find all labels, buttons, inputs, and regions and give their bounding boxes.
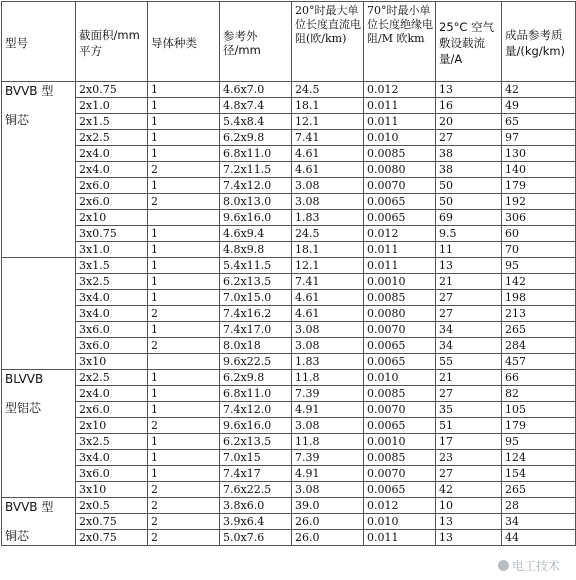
insulation-cell: 0.0065 — [364, 418, 436, 434]
diameter-cell: 4.8x9.8 — [220, 242, 292, 258]
conductor-cell: 1 — [148, 370, 220, 386]
diameter-cell: 4.8x7.4 — [220, 98, 292, 114]
ampacity-cell: 10 — [436, 498, 502, 514]
dc-resistance-cell: 11.8 — [292, 370, 364, 386]
section-cell: 3x1.5 — [76, 258, 148, 274]
section-cell: 2x6.0 — [76, 402, 148, 418]
conductor-cell: 2 — [148, 498, 220, 514]
section-cell: 3x4.0 — [76, 450, 148, 466]
section-cell: 3x10 — [76, 354, 148, 370]
dc-resistance-cell: 4.61 — [292, 146, 364, 162]
conductor-cell: 1 — [148, 386, 220, 402]
mass-cell: 28 — [502, 498, 576, 514]
mass-cell: 44 — [502, 530, 576, 546]
section-cell: 2x4.0 — [76, 162, 148, 178]
header-mass: 成品参考质量/(kg/km) — [502, 2, 576, 82]
conductor-cell: 2 — [148, 338, 220, 354]
diameter-cell: 4.6x9.4 — [220, 226, 292, 242]
dc-resistance-cell: 3.08 — [292, 194, 364, 210]
dc-resistance-cell: 3.08 — [292, 178, 364, 194]
header-section: 截面积/mm 平方 — [76, 2, 148, 82]
mass-cell: 65 — [502, 114, 576, 130]
insulation-cell: 0.0065 — [364, 338, 436, 354]
conductor-cell: 2 — [148, 306, 220, 322]
table-row — [2, 98, 576, 114]
ampacity-cell: 38 — [436, 146, 502, 162]
conductor-cell: 1 — [148, 178, 220, 194]
conductor-cell: 1 — [148, 130, 220, 146]
table-row — [2, 402, 576, 418]
insulation-cell: 0.010 — [364, 514, 436, 530]
mass-cell: 198 — [502, 290, 576, 306]
mass-cell: 82 — [502, 386, 576, 402]
section-cell: 2x0.75 — [76, 514, 148, 530]
model-group-cell — [2, 370, 76, 498]
cable-spec-table — [1, 1, 576, 546]
conductor-cell: 1 — [148, 146, 220, 162]
section-cell: 2x6.0 — [76, 194, 148, 210]
dc-resistance-cell: 3.08 — [292, 418, 364, 434]
table-row — [2, 82, 576, 98]
mass-cell: 124 — [502, 450, 576, 466]
dc-resistance-cell: 3.08 — [292, 338, 364, 354]
section-cell: 3x0.75 — [76, 226, 148, 242]
header-conductor: 导体种类 — [148, 2, 220, 82]
table-row — [2, 242, 576, 258]
ampacity-cell: 50 — [436, 178, 502, 194]
section-cell: 2x0.75 — [76, 530, 148, 546]
ampacity-cell: 13 — [436, 82, 502, 98]
diameter-cell: 7.6x22.5 — [220, 482, 292, 498]
table-row — [2, 146, 576, 162]
dc-resistance-cell: 4.91 — [292, 466, 364, 482]
table-row — [2, 498, 576, 514]
insulation-cell: 0.011 — [364, 114, 436, 130]
ampacity-cell: 34 — [436, 322, 502, 338]
ampacity-cell: 55 — [436, 354, 502, 370]
insulation-cell: 0.0085 — [364, 450, 436, 466]
ampacity-cell: 9.5 — [436, 226, 502, 242]
diameter-cell: 7.4x16.2 — [220, 306, 292, 322]
conductor-cell: 2 — [148, 482, 220, 498]
mass-cell: 49 — [502, 98, 576, 114]
table-row — [2, 178, 576, 194]
model-group-cell — [2, 258, 76, 370]
ampacity-cell: 38 — [436, 162, 502, 178]
ampacity-cell: 42 — [436, 482, 502, 498]
insulation-cell: 0.012 — [364, 226, 436, 242]
section-cell: 2x0.5 — [76, 498, 148, 514]
conductor-cell: 2 — [148, 194, 220, 210]
conductor-cell: 1 — [148, 226, 220, 242]
section-cell: 3x4.0 — [76, 290, 148, 306]
dc-resistance-cell: 12.1 — [292, 258, 364, 274]
section-cell: 2x4.0 — [76, 146, 148, 162]
dc-resistance-cell: 39.0 — [292, 498, 364, 514]
section-cell: 2x0.75 — [76, 82, 148, 98]
section-cell: 3x4.0 — [76, 306, 148, 322]
insulation-cell: 0.0070 — [364, 178, 436, 194]
ampacity-cell: 21 — [436, 274, 502, 290]
mass-cell: 66 — [502, 370, 576, 386]
insulation-cell: 0.0070 — [364, 322, 436, 338]
section-cell: 2x2.5 — [76, 370, 148, 386]
model-material: 铜芯 — [5, 529, 30, 543]
diameter-cell: 6.2x13.5 — [220, 274, 292, 290]
ampacity-cell: 13 — [436, 258, 502, 274]
model-name: BVVB 型 — [5, 84, 54, 98]
insulation-cell: 0.0085 — [364, 386, 436, 402]
wechat-bubble-icon — [498, 560, 509, 571]
conductor-cell: 1 — [148, 114, 220, 130]
conductor-cell — [148, 354, 220, 370]
conductor-cell: 1 — [148, 98, 220, 114]
dc-resistance-cell: 18.1 — [292, 98, 364, 114]
diameter-cell: 7.2x11.5 — [220, 162, 292, 178]
table-row — [2, 290, 576, 306]
section-cell: 3x10 — [76, 482, 148, 498]
conductor-cell — [148, 210, 220, 226]
diameter-cell: 5.4x11.5 — [220, 258, 292, 274]
insulation-cell: 0.0085 — [364, 146, 436, 162]
conductor-cell: 2 — [148, 514, 220, 530]
ampacity-cell: 27 — [436, 130, 502, 146]
dc-resistance-cell: 1.83 — [292, 210, 364, 226]
table-row — [2, 434, 576, 450]
diameter-cell: 7.4x12.0 — [220, 178, 292, 194]
table-row — [2, 130, 576, 146]
ampacity-cell: 51 — [436, 418, 502, 434]
diameter-cell: 6.8x11.0 — [220, 146, 292, 162]
section-cell: 2x2.5 — [76, 130, 148, 146]
mass-cell: 265 — [502, 482, 576, 498]
conductor-cell: 1 — [148, 434, 220, 450]
diameter-cell: 6.2x13.5 — [220, 434, 292, 450]
mass-cell: 95 — [502, 258, 576, 274]
dc-resistance-cell: 12.1 — [292, 114, 364, 130]
table-row — [2, 450, 576, 466]
conductor-cell: 1 — [148, 82, 220, 98]
ampacity-cell: 34 — [436, 338, 502, 354]
diameter-cell: 9.6x16.0 — [220, 418, 292, 434]
insulation-cell: 0.0010 — [364, 434, 436, 450]
dc-resistance-cell: 7.39 — [292, 450, 364, 466]
conductor-cell: 1 — [148, 466, 220, 482]
mass-cell: 70 — [502, 242, 576, 258]
dc-resistance-cell: 7.41 — [292, 274, 364, 290]
table-row — [2, 482, 576, 498]
diameter-cell: 3.9x6.4 — [220, 514, 292, 530]
mass-cell: 95 — [502, 434, 576, 450]
dc-resistance-cell: 7.41 — [292, 130, 364, 146]
table-row — [2, 162, 576, 178]
conductor-cell: 1 — [148, 274, 220, 290]
section-cell: 3x6.0 — [76, 338, 148, 354]
dc-resistance-cell: 4.91 — [292, 402, 364, 418]
table-row — [2, 226, 576, 242]
insulation-cell: 0.0070 — [364, 466, 436, 482]
insulation-cell: 0.0080 — [364, 306, 436, 322]
insulation-cell: 0.012 — [364, 82, 436, 98]
mass-cell: 154 — [502, 466, 576, 482]
model-material: 型铝芯 — [5, 401, 42, 415]
mass-cell: 179 — [502, 418, 576, 434]
diameter-cell: 5.4x8.4 — [220, 114, 292, 130]
table-row — [2, 354, 576, 370]
diameter-cell: 6.8x11.0 — [220, 386, 292, 402]
ampacity-cell: 27 — [436, 290, 502, 306]
model-material: 铜芯 — [5, 113, 30, 127]
insulation-cell: 0.010 — [364, 370, 436, 386]
mass-cell: 60 — [502, 226, 576, 242]
table-row — [2, 306, 576, 322]
ampacity-cell: 13 — [436, 514, 502, 530]
insulation-cell: 0.011 — [364, 530, 436, 546]
header-dc-resistance: 20°时最大单位长度直流电阻(欧/km) — [292, 2, 364, 82]
diameter-cell: 9.6x16.0 — [220, 210, 292, 226]
insulation-cell: 0.011 — [364, 242, 436, 258]
model-name: BLVVB — [5, 372, 44, 386]
insulation-cell: 0.0065 — [364, 482, 436, 498]
table-row — [2, 370, 576, 386]
table-row — [2, 418, 576, 434]
diameter-cell: 6.2x9.8 — [220, 130, 292, 146]
section-cell: 2x1.5 — [76, 114, 148, 130]
diameter-cell: 7.4x17 — [220, 466, 292, 482]
mass-cell: 192 — [502, 194, 576, 210]
insulation-cell: 0.0065 — [364, 354, 436, 370]
dc-resistance-cell: 26.0 — [292, 530, 364, 546]
section-cell: 3x2.5 — [76, 274, 148, 290]
conductor-cell: 2 — [148, 418, 220, 434]
diameter-cell: 7.0x15 — [220, 450, 292, 466]
conductor-cell: 1 — [148, 322, 220, 338]
watermark — [498, 557, 560, 574]
section-cell: 3x6.0 — [76, 322, 148, 338]
section-cell: 2x10 — [76, 418, 148, 434]
table-body — [2, 82, 576, 546]
dc-resistance-cell: 4.61 — [292, 290, 364, 306]
diameter-cell: 4.6x7.0 — [220, 82, 292, 98]
insulation-cell: 0.0010 — [364, 274, 436, 290]
section-cell: 2x6.0 — [76, 178, 148, 194]
header-ampacity: 25°C 空气敷设载流量/A — [436, 2, 502, 82]
section-cell: 2x1.0 — [76, 98, 148, 114]
header-row — [2, 2, 576, 82]
mass-cell: 97 — [502, 130, 576, 146]
dc-resistance-cell: 4.61 — [292, 306, 364, 322]
insulation-cell: 0.012 — [364, 498, 436, 514]
dc-resistance-cell: 24.5 — [292, 82, 364, 98]
table-row — [2, 274, 576, 290]
table-row — [2, 258, 576, 274]
conductor-cell: 1 — [148, 258, 220, 274]
dc-resistance-cell: 3.08 — [292, 322, 364, 338]
mass-cell: 457 — [502, 354, 576, 370]
dc-resistance-cell: 4.61 — [292, 162, 364, 178]
diameter-cell: 7.4x17.0 — [220, 322, 292, 338]
table-row — [2, 194, 576, 210]
ampacity-cell: 20 — [436, 114, 502, 130]
table-row — [2, 322, 576, 338]
diameter-cell: 8.0x18 — [220, 338, 292, 354]
ampacity-cell: 50 — [436, 194, 502, 210]
watermark-text: 电工技术 — [511, 559, 560, 573]
insulation-cell: 0.011 — [364, 98, 436, 114]
dc-resistance-cell: 26.0 — [292, 514, 364, 530]
ampacity-cell: 17 — [436, 434, 502, 450]
mass-cell: 213 — [502, 306, 576, 322]
conductor-cell: 1 — [148, 402, 220, 418]
section-cell: 3x1.0 — [76, 242, 148, 258]
mass-cell: 140 — [502, 162, 576, 178]
ampacity-cell: 35 — [436, 402, 502, 418]
table-row — [2, 514, 576, 530]
ampacity-cell: 27 — [436, 466, 502, 482]
model-group-cell — [2, 82, 76, 258]
ampacity-cell: 27 — [436, 386, 502, 402]
section-cell: 3x6.0 — [76, 466, 148, 482]
dc-resistance-cell: 7.39 — [292, 386, 364, 402]
insulation-cell: 0.0085 — [364, 290, 436, 306]
dc-resistance-cell: 11.8 — [292, 434, 364, 450]
insulation-cell: 0.0070 — [364, 402, 436, 418]
diameter-cell: 3.8x6.0 — [220, 498, 292, 514]
dc-resistance-cell: 18.1 — [292, 242, 364, 258]
ampacity-cell: 11 — [436, 242, 502, 258]
model-name: BVVB 型 — [5, 500, 54, 514]
header-diameter: 参考外径/mm — [220, 2, 292, 82]
ampacity-cell: 27 — [436, 306, 502, 322]
diameter-cell: 5.0x7.6 — [220, 530, 292, 546]
table-row — [2, 386, 576, 402]
table-row — [2, 530, 576, 546]
table-row — [2, 338, 576, 354]
conductor-cell: 2 — [148, 530, 220, 546]
mass-cell: 34 — [502, 514, 576, 530]
table-row — [2, 210, 576, 226]
section-cell: 2x10 — [76, 210, 148, 226]
table-row — [2, 114, 576, 130]
dc-resistance-cell: 24.5 — [292, 226, 364, 242]
mass-cell: 306 — [502, 210, 576, 226]
conductor-cell: 1 — [148, 290, 220, 306]
header-model: 型号 — [2, 2, 76, 82]
mass-cell: 142 — [502, 274, 576, 290]
ampacity-cell: 69 — [436, 210, 502, 226]
dc-resistance-cell: 3.08 — [292, 482, 364, 498]
diameter-cell: 8.0x13.0 — [220, 194, 292, 210]
conductor-cell: 1 — [148, 450, 220, 466]
mass-cell: 105 — [502, 402, 576, 418]
mass-cell: 130 — [502, 146, 576, 162]
diameter-cell: 9.6x22.5 — [220, 354, 292, 370]
diameter-cell: 7.0x15.0 — [220, 290, 292, 306]
insulation-cell: 0.0065 — [364, 194, 436, 210]
ampacity-cell: 13 — [436, 530, 502, 546]
ampacity-cell: 23 — [436, 450, 502, 466]
insulation-cell: 0.010 — [364, 130, 436, 146]
model-group-cell — [2, 498, 76, 546]
conductor-cell: 2 — [148, 162, 220, 178]
section-cell: 3x2.5 — [76, 434, 148, 450]
mass-cell: 42 — [502, 82, 576, 98]
conductor-cell: 1 — [148, 242, 220, 258]
header-insulation: 70°时最小单位长度绝缘电阻/M 欧km — [364, 2, 436, 82]
mass-cell: 284 — [502, 338, 576, 354]
dc-resistance-cell: 1.83 — [292, 354, 364, 370]
mass-cell: 265 — [502, 322, 576, 338]
ampacity-cell: 21 — [436, 370, 502, 386]
insulation-cell: 0.011 — [364, 258, 436, 274]
ampacity-cell: 16 — [436, 98, 502, 114]
section-cell: 2x4.0 — [76, 386, 148, 402]
diameter-cell: 6.2x9.8 — [220, 370, 292, 386]
table-row — [2, 466, 576, 482]
insulation-cell: 0.0065 — [364, 210, 436, 226]
diameter-cell: 7.4x12.0 — [220, 402, 292, 418]
mass-cell: 179 — [502, 178, 576, 194]
insulation-cell: 0.0080 — [364, 162, 436, 178]
